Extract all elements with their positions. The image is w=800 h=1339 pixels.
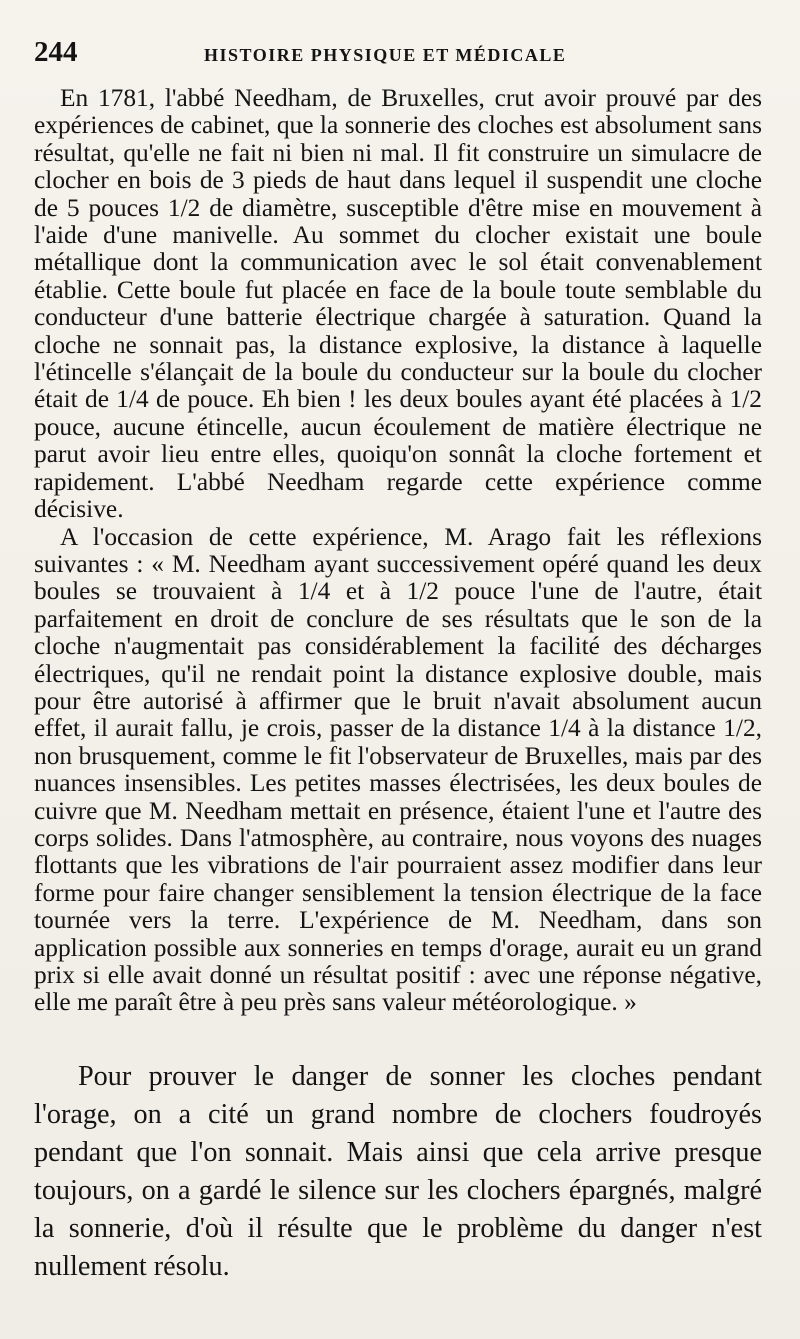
page-header <box>34 36 762 76</box>
page-number: 244 <box>34 36 78 68</box>
running-title: HISTOIRE PHYSIQUE ET MÉDICALE <box>204 45 567 65</box>
paragraph-needham-experiment: En 1781, l'abbé Needham, de Bruxelles, crut avoir prouvé par des expériences de cabinet, que la sonnerie des cloches est absolument sans résultat, qu'elle ne fait ni bien ni mal. Il fit construire un simulacre de clocher en bois de 3 pieds de haut dans lequel il suspendit une cloche de 5 pouces 1/2 de diamètre, susceptible d'être mise en mouvement à l'aide d'une manivelle. Au sommet du clocher existait une boule métallique dont la communication avec le sol était convenablement établie. Cette boule fut placée en face de la boule toute semblable du conducteur d'une batterie électrique chargée à saturation. Quand la cloche ne sonnait pas, la distance explosive, la distance à laquelle l'étincelle s'élançait de la boule du conducteur sur la boule du clocher était de 1/4 de pouce. Eh bien ! les deux boules ayant été placées à 1/2 pouce, aucune étincelle, aucun écoulement de matière électrique ne parut avoir lieu entre elles, quoiqu'on sonnât la cloche fortement et rapidement. L'abbé Needham regarde cette expérience comme décisive. <box>34 84 762 524</box>
paragraph-arago-reflection: A l'occasion de cette expérience, M. Arago fait les réflexions suivantes : « M. Needham ayant successivement opéré quand les deux boules se trouvaient à 1/4 et à 1/2 pouce l'une de l'autre, était parfaitement en droit de conclure de ses résultats que le son de la cloche n'augmentait pas considérablement la facilité des décharges électriques, qu'il ne rendait point la distance explosive double, mais pour être autorisé à affirmer que le bruit n'avait absolument aucun effet, il aurait fallu, je crois, passer de la distance 1/4 à la distance 1/2, non brusquement, comme le fit l'observateur de Bruxelles, mais par des nuances insensibles. Les petites masses électrisées, les deux boules de cuivre que M. Needham mettait en présence, étaient l'une et l'autre des corps solides. Dans l'atmosphère, au contraire, nous voyons des nuages flottants que les vibrations de l'air pourraient assez modifier dans leur forme pour faire changer sensiblement la tension électrique de la face tournée vers la terre. L'expérience de M. Needham, dans son application possible aux sonneries en temps d'orage, aurait eu un grand prix si elle avait donné un résultat positif : avec une réponse négative, elle me paraît être à peu près sans valeur météorologique. » <box>34 522 762 1017</box>
paragraph-danger-conclusion: Pour prouver le danger de sonner les cloches pendant l'orage, on a cité un grand nombre de clochers foudroyés pendant que l'on sonnait. Mais ainsi que cela arrive presque toujours, on a gardé le silence sur les clochers épargnés, malgré la sonnerie, d'où il résulte que le problème du danger n'est nullement résolu. <box>34 1060 762 1282</box>
